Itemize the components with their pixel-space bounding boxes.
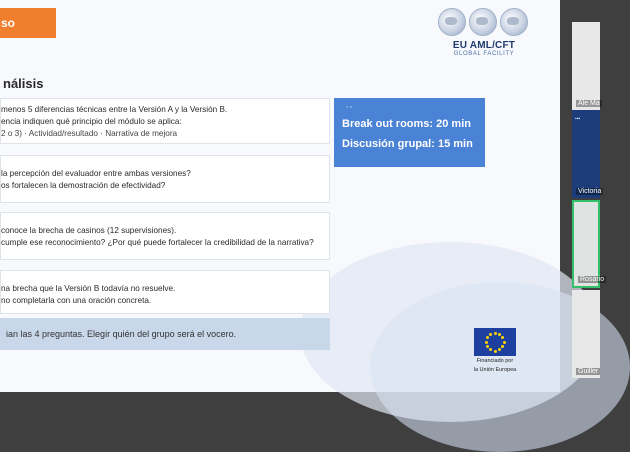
- participant-tile[interactable]: [572, 110, 600, 198]
- question-text: 2 o 3) · Actividad/resultado · Narrativa de mejora: [1, 129, 178, 138]
- participant-name: Ale Ma: [578, 100, 600, 107]
- question-text: no completarla con una oración concreta.: [1, 296, 152, 305]
- timer-box: [334, 98, 485, 167]
- eu-star-icon: [501, 336, 504, 339]
- discussion-timer: Discusión grupal: 15 min: [342, 138, 473, 150]
- participant-name: Rosario: [580, 276, 605, 283]
- brand-name: EU AML/CFT: [452, 40, 516, 51]
- question-text: encia indiquen qué principio del módulo se aplica:: [1, 117, 182, 126]
- eu-star-icon: [498, 333, 501, 336]
- question-text: menos 5 diferencias técnicas entre la Versión A y la Versión B.: [1, 105, 228, 114]
- eu-star-icon: [489, 348, 492, 351]
- participants-panel: [572, 0, 605, 400]
- eu-funding-logo: [470, 328, 520, 373]
- shared-screen-thumbnail: ▪▪▪: [575, 116, 581, 122]
- eu-star-icon: [494, 350, 497, 353]
- eu-star-icon: [501, 345, 504, 348]
- eu-star-icon: [486, 336, 489, 339]
- eu-flag-icon: [474, 328, 516, 356]
- eu-star-icon: [486, 345, 489, 348]
- participant-name: Victoria: [578, 188, 602, 195]
- brand-subtitle: GLOBAL FACILITY: [453, 51, 515, 57]
- globe-icon: [500, 8, 528, 36]
- eu-star-icon: [485, 341, 488, 344]
- question-box-2: [0, 155, 330, 203]
- eu-star-icon: [494, 332, 497, 335]
- decorative-wave: [300, 242, 600, 422]
- question-text: la percepción del evaluador entre ambas versiones?: [1, 169, 191, 178]
- participant-tile[interactable]: [572, 290, 600, 378]
- question-box-3: [0, 212, 330, 260]
- breakout-timer: Break out rooms: 20 min: [342, 118, 471, 130]
- eu-star-icon: [489, 333, 492, 336]
- question-box-4: [0, 270, 330, 314]
- globe-icon: [469, 8, 497, 36]
- slide-title: nálisis: [3, 76, 44, 91]
- participant-tile[interactable]: [572, 22, 600, 110]
- slide-section-tab: so: [0, 8, 56, 38]
- participant-tile-active[interactable]: [572, 200, 605, 288]
- eu-caption: la Unión Europea: [473, 366, 517, 373]
- question-text: na brecha que la Versión B todavía no resuelve.: [1, 284, 176, 293]
- participant-name: Guiller: [578, 368, 599, 375]
- instruction-footer: ian las 4 preguntas. Elegir quién del grupo será el vocero.: [0, 318, 330, 350]
- link-icon: ◦◦: [346, 104, 353, 111]
- globe-icon: [438, 8, 466, 36]
- eu-star-icon: [498, 348, 501, 351]
- question-text: conoce la brecha de casinos (12 supervisiones).: [1, 226, 177, 235]
- question-text: os fortalecen la demostración de efectividad?: [1, 181, 166, 190]
- eu-aml-cft-logo: [438, 8, 530, 57]
- eu-star-icon: [503, 341, 506, 344]
- eu-caption: Financiado por: [476, 358, 514, 364]
- question-box-1: [0, 98, 330, 144]
- question-text: cumple ese reconocimiento? ¿Por qué puede fortalecer la credibilidad de la narrativa?: [1, 238, 314, 247]
